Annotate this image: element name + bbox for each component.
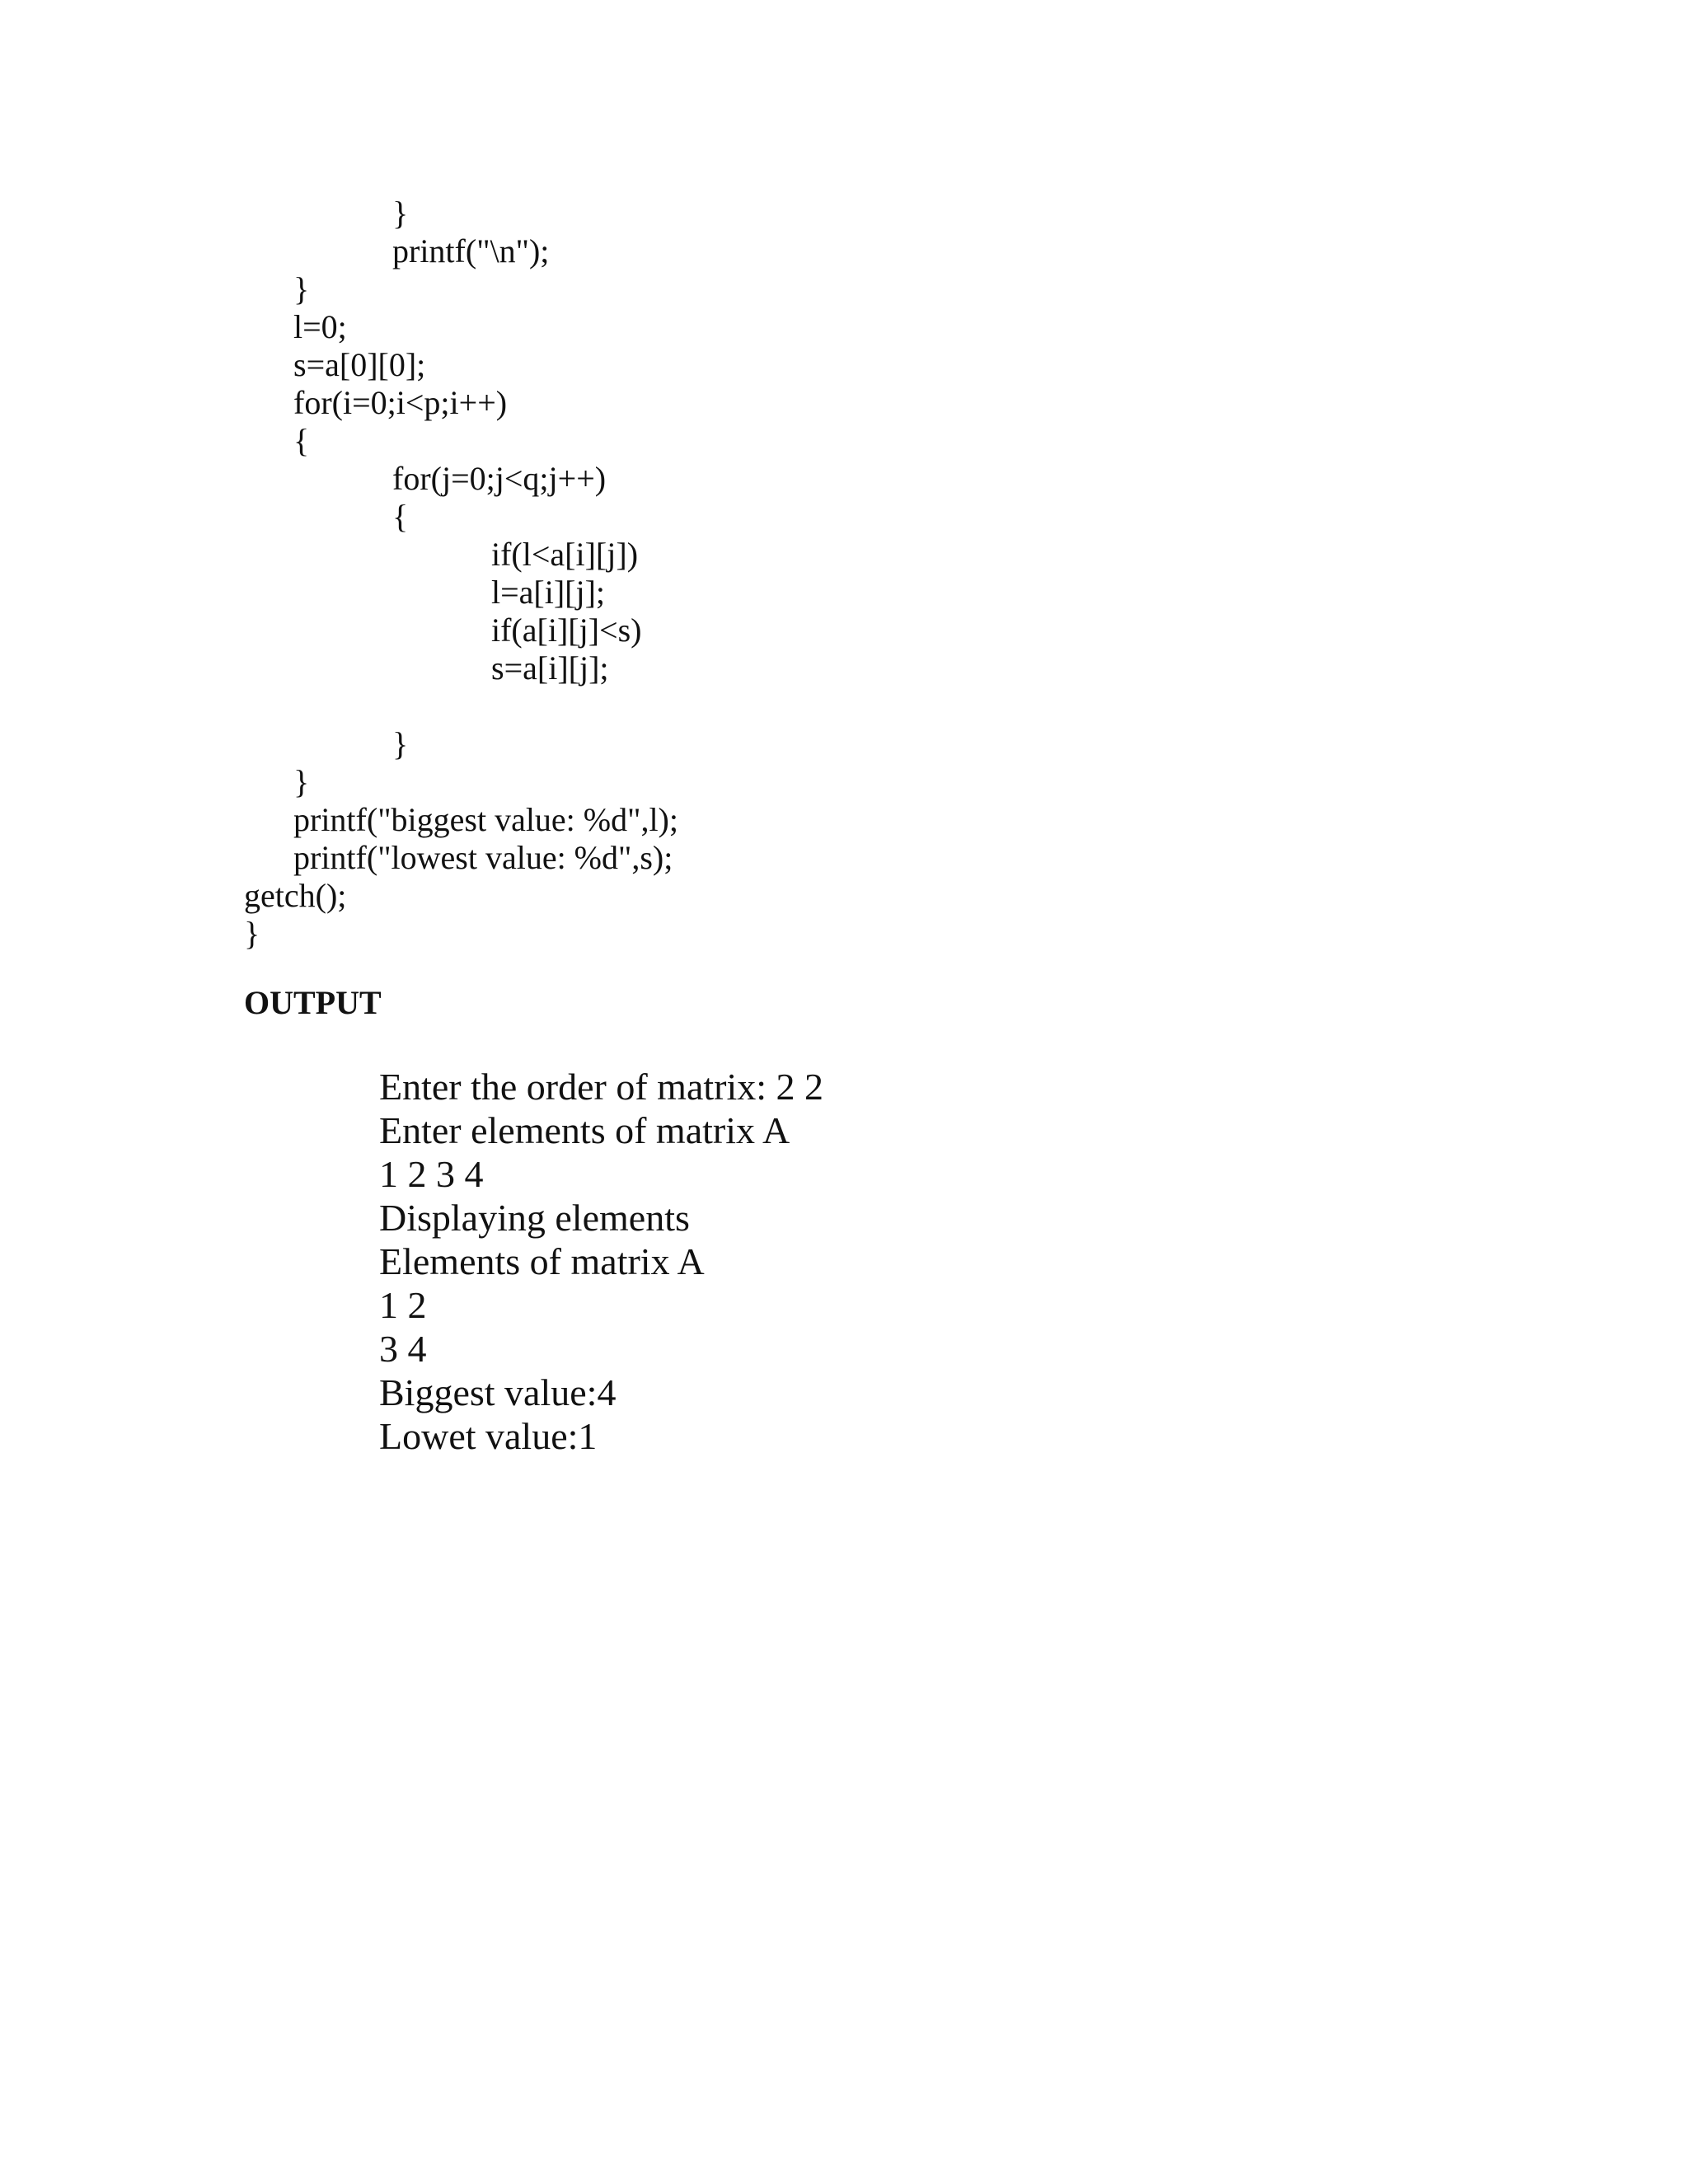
output-line: 1 2 3 4 (379, 1153, 484, 1195)
code-line: } (293, 270, 310, 307)
code-line: { (293, 422, 310, 459)
code-line: printf("lowest value: %d",s); (293, 839, 673, 876)
code-line: } (392, 725, 409, 762)
code-line: l=0; (293, 308, 347, 345)
output-line: Elements of matrix A (379, 1240, 705, 1282)
output-line: 1 2 (379, 1284, 427, 1326)
output-line: Displaying elements (379, 1197, 690, 1239)
code-line: s=a[i][j]; (491, 649, 609, 687)
code-line: printf("biggest value: %d",l); (293, 801, 678, 838)
code-line: } (392, 194, 409, 232)
code-line: s=a[0][0]; (293, 346, 426, 383)
code-line: for(j=0;j<q;j++) (392, 460, 607, 497)
code-line: } (293, 763, 310, 800)
code-line: { (392, 498, 409, 535)
output-line: Enter elements of matrix A (379, 1109, 790, 1151)
code-line: getch(); (244, 877, 347, 914)
code-line: l=a[i][j]; (491, 574, 606, 611)
code-line: for(i=0;i<p;i++) (293, 384, 508, 421)
output-line: Lowet value:1 (379, 1415, 598, 1457)
output-line: Biggest value:4 (379, 1371, 617, 1413)
code-line: if(l<a[i][j]) (491, 536, 639, 573)
code-line: } (244, 915, 260, 952)
output-heading: OUTPUT (244, 984, 382, 1021)
code-line: printf("\n"); (392, 232, 550, 269)
code-line: if(a[i][j]<s) (491, 612, 642, 649)
output-line: 3 4 (379, 1328, 427, 1370)
output-line: Enter the order of matrix: 2 2 (379, 1066, 824, 1108)
